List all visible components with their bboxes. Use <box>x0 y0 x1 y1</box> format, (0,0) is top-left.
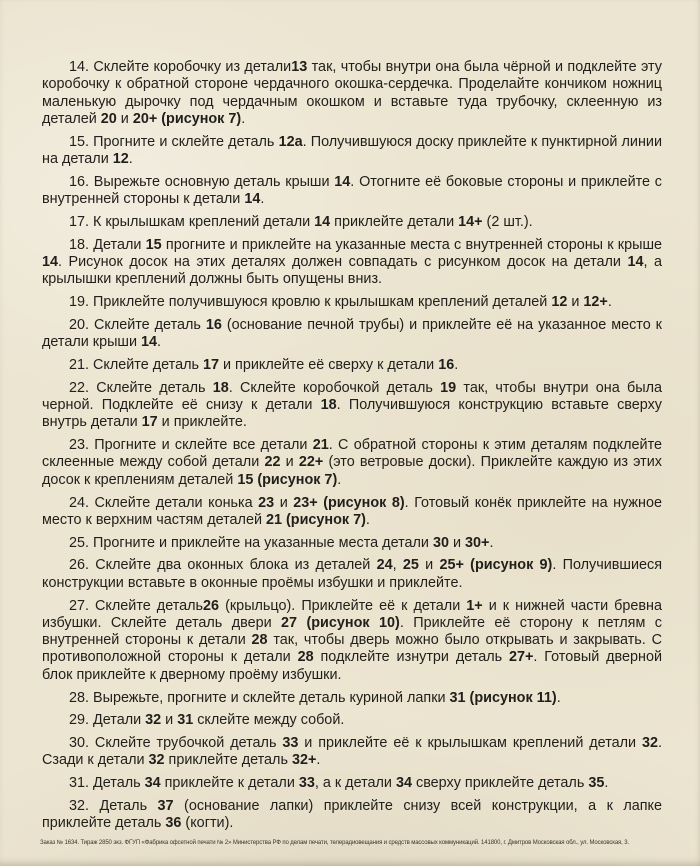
instruction-step: 31. Деталь 34 приклейте к детали 33, а к детали 34 сверху приклейте деталь 35. <box>69 775 609 792</box>
instruction-step: 30. Склейте трубочкой деталь 33 и приклейте её к крылышкам креплений детали 32. Сзади к детали 32 приклейте деталь 32+. <box>42 735 662 769</box>
instruction-step: 27. Склейте деталь26 (крыльцо). Приклейте её к детали 1+ и к нижней части бревна избушки. Склейте деталь двери 27 (рисунок 10). Приклейте её сторону к петлям с внутренней стороны к детали 28 так, чтобы дверь можно было открывать и закрывать. С противоположной стороны к детали 28 подклейте изнутри деталь 27+. Готовый дверной блок приклейте к дверному проёму избушки. <box>42 597 662 683</box>
instruction-list <box>42 59 662 833</box>
instruction-step: 19. Приклейте получившуюся кровлю к крылышкам креплений деталей 12 и 12+. <box>69 294 612 311</box>
instruction-step: 15. Прогните и склейте деталь 12а. Получившуюся доску приклейте к пунктирной линии на детали 12. <box>42 133 662 167</box>
printer-imprint: Заказ № 1634. Тираж 2850 экз. ФГУП «Фабрика офсетной печати № 2» Министерства РФ по делам печати, телерадиовещания и средств массовых коммуникаций. 141800, г. Дмитров Московская обл., ул. Московская, 3. <box>40 840 630 846</box>
instruction-step: 26. Склейте два оконных блока из деталей 24, 25 и 25+ (рисунок 9). Получившиеся конструкции вставьте в оконные проёмы избушки и приклейте. <box>42 557 663 591</box>
instruction-step: 17. К крылышкам креплений детали 14 приклейте детали 14+ (2 шт.). <box>69 213 533 230</box>
instruction-step: 25. Прогните и приклейте на указанные места детали 30 и 30+. <box>69 534 494 551</box>
instruction-step: 29. Детали 32 и 31 склейте между собой. <box>69 712 345 729</box>
instruction-step: 22. Склейте деталь 18. Склейте коробочкой деталь 19 так, чтобы внутри она была черной. Подклейте её снизу к детали 18. Получившуюся конструкцию вставьте сверху внутрь детали 17 и приклейте. <box>42 379 662 431</box>
instruction-step: 20. Склейте деталь 16 (основание печной трубы) и приклейте её на указанное место к детали крыши 14. <box>42 316 662 351</box>
instruction-step: 23. Прогните и склейте все детали 21. С обратной стороны к этим деталям подклейте склеенные между собой детали 22 и 22+ (это ветровые доски). Приклейте каждую из этих досок к креплениям деталей 15 (рисунок 7). <box>42 437 663 488</box>
instruction-step: 28. Вырежьте, прогните и склейте деталь куриной лапки 31 (рисунок 11). <box>69 689 561 706</box>
instruction-step: 24. Склейте детали конька 23 и 23+ (рисунок 8). Готовый конёк приклейте на нужное место к верхним частям деталей 21 (рисунок 7). <box>42 494 662 528</box>
instruction-step: 16. Вырежьте основную деталь крыши 14. Отогните её боковые стороны и приклейте с внутренней стороны к детали 14. <box>42 173 662 208</box>
instruction-step: 21. Склейте деталь 17 и приклейте её сверху к детали 16. <box>69 356 459 373</box>
instruction-step: 14. Склейте коробочку из детали13 так, чтобы внутри она была чёрной и подклейте эту коробочку к обратной стороне чердачного окошка-сердечка. Проделайте кончиком ножниц маленькую дырочку под чердачным окошком и вставьте туда трубочку, склеенную из деталей 20 и 20+ (рисунок 7). <box>42 59 662 127</box>
instruction-step: 18. Детали 15 прогните и приклейте на указанные места с внутренней стороны к крыше 14. Рисунок досок на этих деталях должен совпадать с рисунком досок на детали 14, а крылышки креплений должны быть опущены вниз. <box>42 236 663 288</box>
instruction-step: 32. Деталь 37 (основание лапки) приклейте снизу всей конструкции, а к лапке приклейте деталь 36 (когти). <box>42 797 662 832</box>
